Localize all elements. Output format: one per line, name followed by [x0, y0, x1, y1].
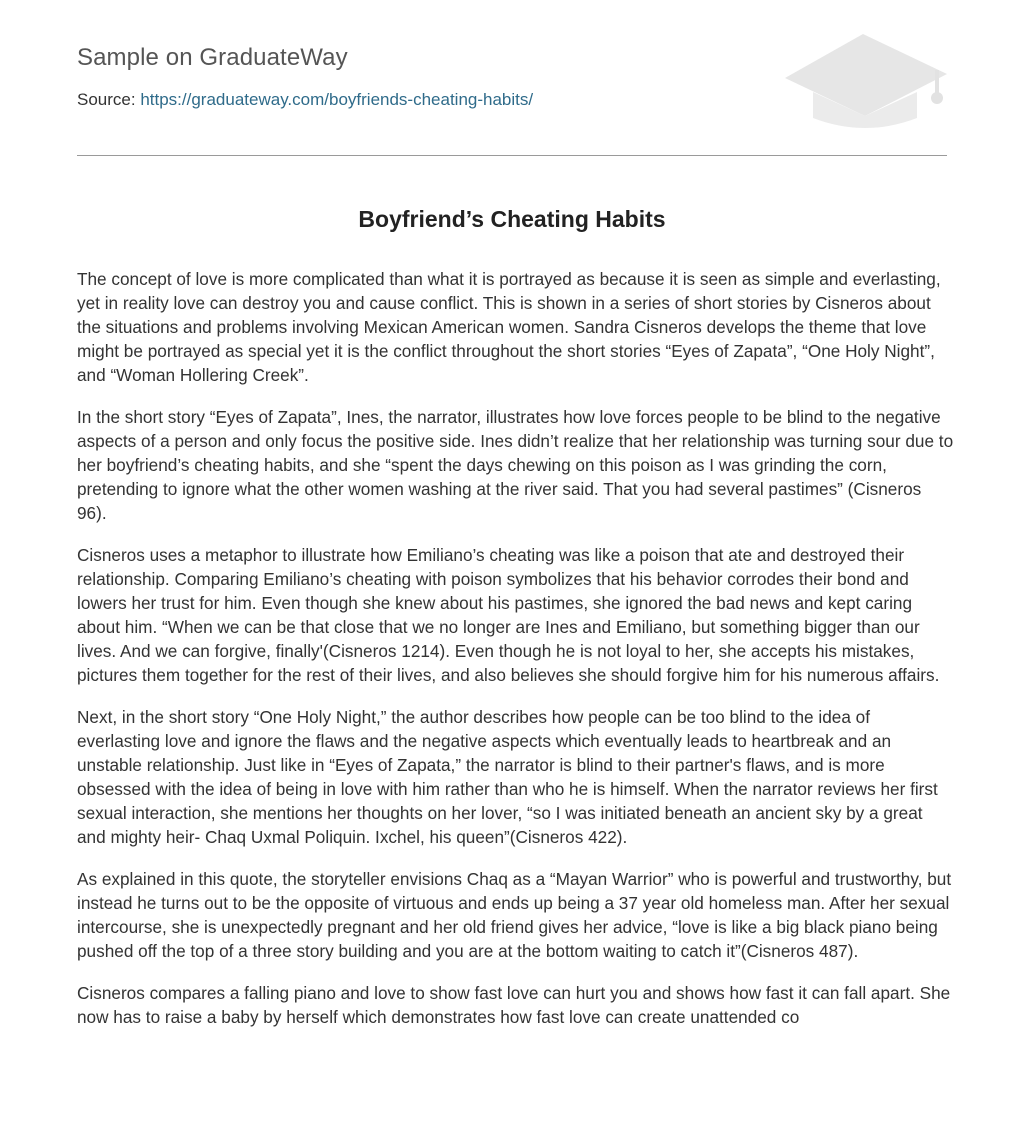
paragraph: Cisneros uses a metaphor to illustrate how Emiliano’s cheating was like a poison that ate and destroyed their relationship. Comparing Emiliano’s cheating with poison symbolizes that his behavior corrodes their bond and lowers her trust for him. Even though she knew about his pastimes, she ignored the bad news and kept caring about him. “When we can be that close that we no longer are Ines and Emiliano, but something bigger than our lives. And we can forgive, finally'(Cisneros 1214). Even though he is not loyal to her, she accepts his mistakes, pictures them together for the rest of their lives, and also believes she should forgive him for his numerous affairs.: [77, 545, 940, 685]
source-line: [77, 90, 533, 110]
graduation-cap-icon: [781, 30, 949, 134]
header: [77, 0, 947, 156]
article-body: [77, 267, 955, 1047]
source-link[interactable]: https://graduateway.com/boyfriends-cheating-habits/: [140, 90, 534, 109]
header-divider: [77, 155, 947, 156]
paragraph: Next, in the short story “One Holy Night,” the author describes how people can be too blind to the idea of everlasting love and ignore the flaws and the negative aspects which eventually leads to heartbreak and an unstable relationship. Just like in “Eyes of Zapata,” the narrator is blind to their partner's flaws, and is more obsessed with the idea of being in love with him rather than who he is himself. When the narrator reviews her first sexual interaction, she mentions her thoughts on her lover, “so I was initiated beneath an ancient sky by a great and mighty heir- Chaq Uxmal Poliquin. Ixchel, his queen”(Cisneros 422).: [77, 707, 938, 847]
paragraph: In the short story “Eyes of Zapata”, Ines, the narrator, illustrates how love forces people to be blind to the negative aspects of a person and only focus the positive side. Ines didn’t realize that her relationship was turning sour due to her boyfriend’s cheating habits, and she “spent the days chewing on this poison as I was grinding the corn, pretending to ignore what the other women washing at the river said. That you had several pastimes” (Cisneros 96).: [77, 407, 954, 523]
paragraph: As explained in this quote, the storyteller envisions Chaq as a “Mayan Warrior” who is powerful and trustworthy, but instead he turns out to be the opposite of virtuous and ends up being a 37 year old homeless man. After her sexual intercourse, she is unexpectedly pregnant and her old friend gives her advice, “love is like a big black piano being pushed off the top of a three story building and you are at the bottom waiting to catch it”(Cisneros 487).: [77, 869, 952, 961]
content-fade-overlay: [0, 1050, 1024, 1136]
paragraph: Cisneros compares a falling piano and love to show fast love can hurt you and shows how fast it can fall apart. She now has to raise a baby by herself which demonstrates how fast love can create unattended co: [77, 983, 951, 1027]
article-title: Boyfriend’s Cheating Habits: [358, 206, 666, 232]
source-label: Source:: [77, 90, 136, 109]
site-title: Sample on GraduateWay: [77, 44, 348, 71]
paragraph: The concept of love is more complicated than what it is portrayed as because it is seen as simple and everlasting, yet in reality love can destroy you and cause conflict. This is shown in a series of short stories by Cisneros about the situations and problems involving Mexican American women. Sandra Cisneros develops the theme that love might be portrayed as special yet it is the conflict throughout the short stories “Eyes of Zapata”, “One Holy Night”, and “Woman Hollering Creek”.: [77, 269, 941, 385]
